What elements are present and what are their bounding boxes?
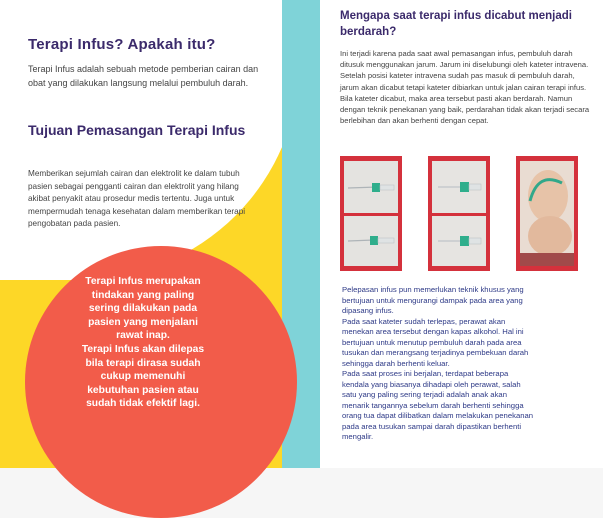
text-line: Pada saat proses ini berjalan, terdapat beberapa	[342, 369, 509, 378]
text-line: mengalir.	[342, 432, 374, 441]
catheter-needle-image	[344, 161, 398, 213]
paragraph-removal-technique	[342, 285, 590, 443]
paragraph-explanation: Ini terjadi karena pada saat awal pemasangan infus, pembuluh darah ditusuk menggunakan jarum. Jarum ini diselubungi oleh kateter intravena. Setelah posisi kateter intravena sudah pas masuk di pembuluh darah, jarum akan dicabut tetapi kateter dibiarkan untuk jalan cairan terapi infus. Bila kateter dicabut, maka area tersebut pasti akan berdarah. Namun dengan teknik penekanan yang baik, perdarahan tidak akan terjadi secara berlebihan dan akan berhenti dengan cepat.	[340, 49, 590, 126]
text-line: menarik tangannya sebelum darah berhenti sehingga	[342, 400, 524, 410]
text-line: pada area tusukan sampai darah dipastikan berhenti	[342, 421, 522, 431]
text-line: kendala yang biasanya dihadapi oleh perawat, salah	[342, 379, 521, 389]
paragraph-definition: Terapi Infus adalah sebuah metode pemberian cairan dan obat yang dilakukan langsung melalui pembuluh darah.	[28, 64, 259, 88]
text-line: sehingga darah berhenti keluar.	[342, 358, 450, 368]
text-line: dipasang infus.	[342, 306, 394, 315]
quote-line: Terapi Infus merupakan	[85, 276, 201, 287]
paragraph-purpose: Memberikan sejumlah cairan dan elektrolit ke dalam tubuh pasien sebagai pengganti cairan dan elektrolit yang hilang akibat penyakit atau prosedur medis tertentu. Juga untuk mempermudah tenaga kesehatan dalam memberikan terapi pengobatan pada pasien.	[28, 169, 246, 229]
text-line: bertujuan untuk menutup pembuluh darah pada area	[342, 337, 522, 347]
photo-strip	[340, 156, 590, 271]
quote-line: kebutuhan pasien atau	[87, 384, 199, 396]
heading-what-is: Terapi Infus? Apakah itu?	[28, 36, 216, 53]
hand-infusion-image	[520, 161, 574, 266]
heading-why-bleeding: Mengapa saat terapi infus dicabut menjadi berdarah?	[340, 10, 572, 38]
photo-catheter-1	[340, 156, 402, 271]
quote-line: sudah tidak efektif lagi.	[86, 398, 200, 410]
text-line: tusukan dan merangsang terjadinya pembekuan darah	[342, 348, 529, 357]
text-line: satu yang paling sering terjadi adalah anak akan	[342, 390, 507, 399]
quote-line: bila terapi dirasa sudah	[85, 357, 201, 369]
quote-line: pasien yang menjalani	[88, 316, 198, 328]
catheter-separated-image	[344, 216, 398, 266]
quote-line: rawat inap.	[116, 330, 170, 342]
heading-purpose: Tujuan Pemasangan Terapi Infus	[28, 122, 246, 138]
text-line: bertujuan untuk mengurangi dampak pada area yang	[342, 295, 523, 305]
catheter-hub-image-2	[432, 216, 486, 266]
text-line: orang tua dapat dilibatkan dalam melakukan penekanan	[342, 411, 534, 420]
quote-line: sering dilakukan pada	[88, 303, 198, 315]
callout-quote	[58, 275, 228, 411]
catheter-hub-image	[432, 161, 486, 213]
text-line: Pelepasan infus pun memerlukan teknik khusus yang	[342, 285, 524, 294]
text-line: menekan area tersebut dengan kapas alkohol. Hal ini	[342, 327, 524, 336]
photo-hand-infusion	[516, 156, 578, 271]
quote-line: tindakan yang paling	[91, 289, 195, 301]
text-line: Pada saat kateter sudah terlepas, perawat akan	[342, 316, 506, 326]
photo-catheter-2	[428, 156, 490, 271]
quote-line: Terapi Infus akan dilepas	[81, 343, 205, 355]
quote-line: cukup memenuhi	[100, 371, 186, 383]
